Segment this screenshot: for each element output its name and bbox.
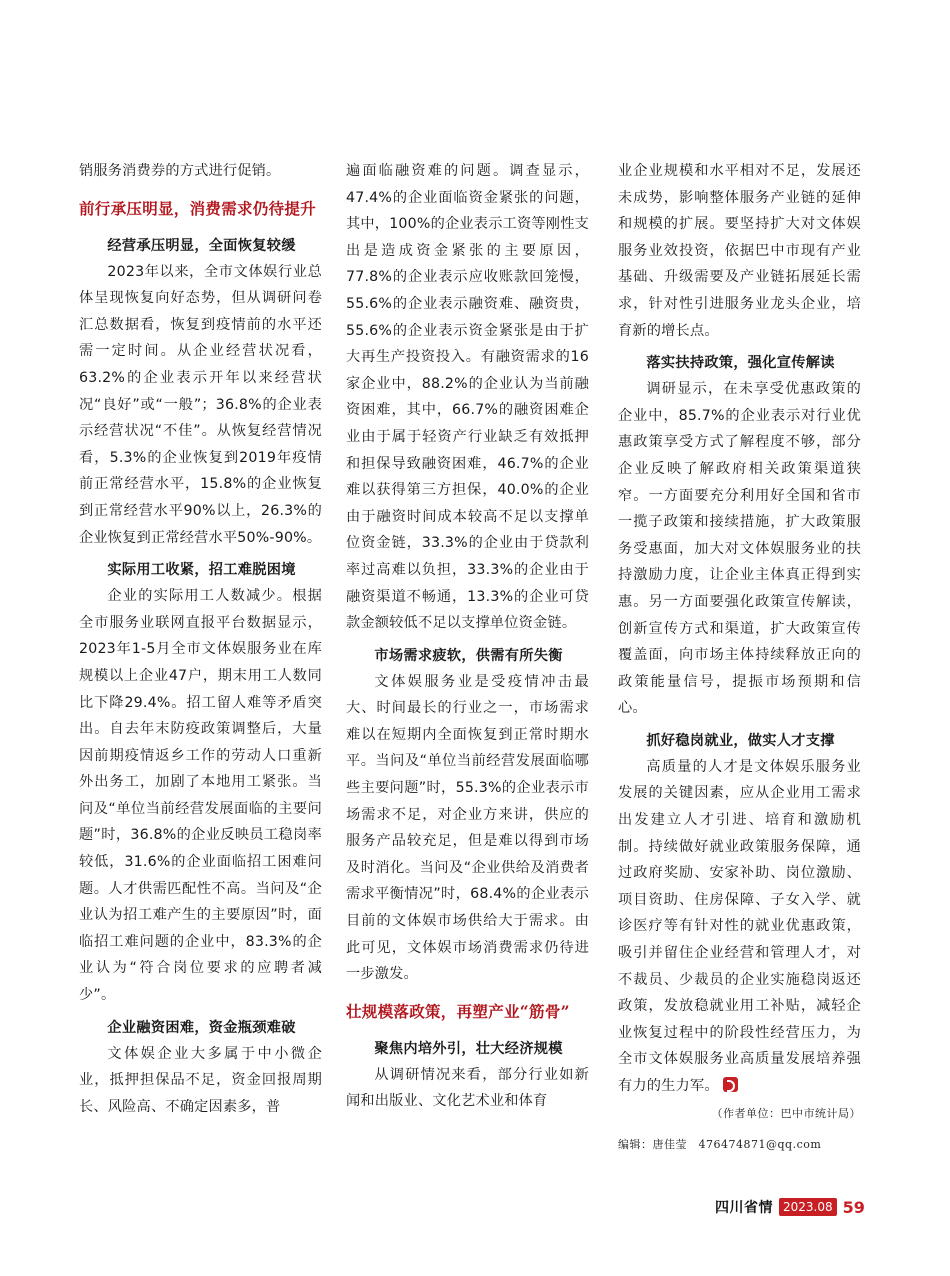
paragraph: 2023年以来，全市文体娱行业总体呈现恢复向好态势，但从调研问卷汇总数据看，恢复到疫情前的水平还需一定时间。从企业经营状况看，63.2%的企业表示开年以来经营状况“良好”或“一般”；36.8%的企业表示经营状况“不佳”。从恢复经营情况看，5.3%的企业恢复到2019年疫情前正常经营水平，15.8%的企业恢复到正常经营水平90%以上，26.3%的企业恢复到正常经营水平50%-90%。	[79, 263, 322, 546]
paragraph: 企业的实际用工人数减少。根据全市服务业联网直报平台数据显示，2023年1-5月全市文体娱服务业在库规模以上企业47户，期末用工人数同比下降29.4%。招工留人难等矛盾突出。自去年末防疫政策调整后，大量因前期疫情返乡工作的劳动人口重新外出务工，加剧了本地用工紧张。当问及“单位当前经营发展面临的主要问题”时，36.8%的企业反映员工稳岗率较低，31.6%的企业面临招工困难问题。人才供需匹配性不高。当问及“企业认为招工难产生的主要原因”时，面临招工难问题的企业中，83.3%的企业认为“符合岗位要求的应聘者减少”。	[79, 588, 322, 1004]
paragraph: 从调研情况来看，部分行业如新闻和出版业、文化艺术业和体育	[346, 1066, 589, 1110]
paragraph: 销服务消费券的方式进行促销。	[79, 163, 281, 179]
section-heading: 壮规模落政策，再塑产业“筋骨”	[346, 1001, 570, 1021]
subheading: 聚焦内培外引，壮大经济规模	[374, 1040, 563, 1057]
paragraph: 文体娱服务业是受疫情冲击最大、时间最长的行业之一，市场需求难以在短期内全面恢复到正常时期水平。当问及“单位当前经营发展面临哪些主要问题”时，55.3%的企业表示市场需求不足，对企业方来讲，供应的服务产品较充足，但是难以得到市场及时消化。当问及“企业供给及消费者需求平衡情况”时，68.4%的企业表示目前的文体娱市场供给大于需求。由此可见，文体娱市场消费需求仍待进一步激发。	[346, 673, 589, 983]
column-3	[618, 158, 861, 1124]
editor-credit: 编辑：唐佳莹 476474871@qq.com	[618, 1138, 822, 1151]
page-footer	[715, 1196, 865, 1218]
page-number: 59	[842, 1197, 865, 1217]
subheading: 市场需求疲软，供需有所失衡	[374, 647, 563, 664]
subheading: 抓好稳岗就业，做实人才支撑	[646, 732, 835, 749]
column-2	[346, 158, 589, 1115]
paragraph: 调研显示，在未享受优惠政策的企业中，85.7%的企业表示对行业优惠政策享受方式了解程度不够，部分企业反映了解政府相关政策渠道狭窄。一方面要充分利用好全国和省市一揽子政策和接续措施，扩大政策服务受惠面，加大对文体娱服务业的扶持激励力度，让企业主体真正得到实惠。另一方面要强化政策宣传解读，创新宣传方式和渠道，扩大政策宣传覆盖面，向市场主体持续释放正向的政策能量信号，提振市场预期和信心。	[618, 381, 861, 717]
publication-name: 四川省情	[715, 1200, 773, 1216]
paragraph-final	[618, 754, 861, 1100]
paragraph-text: 高质量的人才是文体娱乐服务业发展的关键因素，应从企业用工需求出发建立人才引进、培育和激励机制。持续做好就业政策服务保障，通过政府奖励、安家补助、岗位激励、项目资助、住房保障、子女入学、就诊医疗等有针对性的就业优惠政策，吸引并留住企业经营和管理人才，对不裁员、少裁员的企业实施稳岗返还政策，发放稳就业用工补贴，减轻企业恢复过程中的阶段性经营压力，为全市文体娱服务业高质量发展培养强有力的生力军。	[618, 758, 861, 1094]
subheading: 企业融资困难，资金瓶颈难破	[107, 1019, 296, 1036]
subheading: 落实扶持政策，强化宣传解读	[646, 355, 835, 372]
section-heading: 前行承压明显，消费需求仍待提升	[79, 198, 317, 218]
paragraph: 遍面临融资难的问题。调查显示，47.4%的企业面临资金紧张的问题，其中，100%的企业表示工资等刚性支出是造成资金紧张的主要原因，77.8%的企业表示应收账款回笼慢，55.6%的企业表示融资难、融资贵，55.6%的企业表示资金紧张是由于扩大再生产投资投入。有融资需求的16家企业中，88.2%的企业认为当前融资困难，其中，66.7%的融资困难企业由于属于轻资产行业缺乏有效抵押和担保导致融资困难，46.7%的企业难以获得第三方担保，40.0%的企业由于融资时间成本较高不足以支撑单位资金链，33.3%的企业由于贷款利率过高难以负担，33.3%的企业由于融资渠道不畅通，13.3%的企业可贷款金额较低不足以支撑单位资金链。	[346, 163, 589, 632]
author-affiliation: （作者单位：巴中市统计局）	[711, 1106, 861, 1120]
subheading: 经营承压明显，全面恢复较缓	[107, 237, 296, 254]
subheading: 实际用工收紧，招工难脱困境	[107, 562, 296, 579]
end-mark-icon	[723, 1077, 738, 1092]
issue-badge: 2023.08	[779, 1198, 837, 1216]
paragraph: 文体娱企业大多属于中小微企业，抵押担保品不足，资金回报周期长、风险高、不确定因素多，普	[79, 1045, 322, 1115]
paragraph: 业企业规模和水平相对不足，发展还未成势，影响整体服务产业链的延伸和规模的扩展。要坚持扩大对文体娱服务业效投资，依据巴中市现有产业基础、升级需要及产业链拓展延长需求，针对性引进服务业龙头企业，培育新的增长点。	[618, 163, 861, 339]
column-1	[79, 158, 322, 1120]
